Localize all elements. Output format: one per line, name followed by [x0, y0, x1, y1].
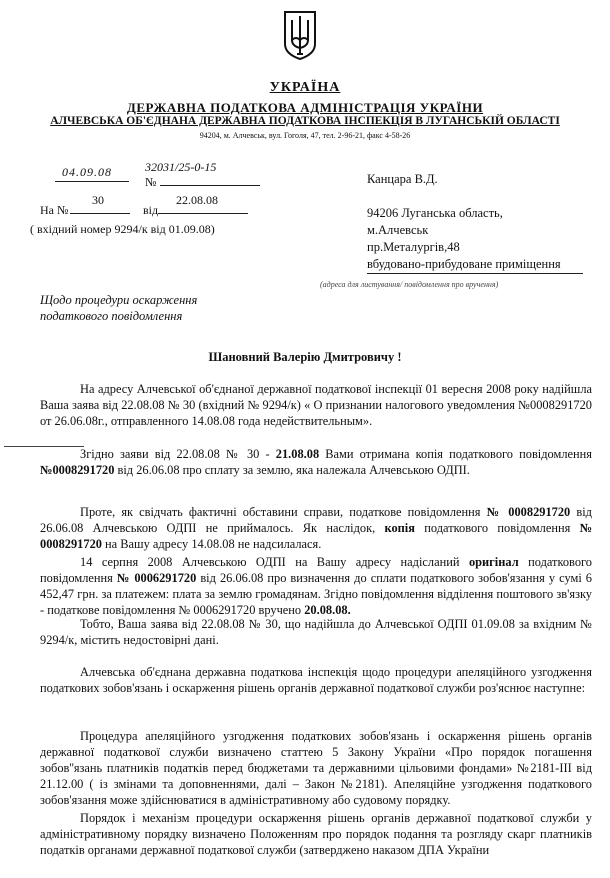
- paragraph-1: На адресу Алчевської об'єднаної державної податкової інспекції 01 вересня 2008 року надійшла Ваша заява від 22.08.08 № 30 (вхідний № 9294/к) « О признании налогового уведомления №0008291720 от 26.06.08г., отправленного 14.08.08 года недействительным».: [40, 382, 592, 429]
- paragraph-8: Порядок і механізм процедури оскарження рішень органів державної податкової служби у адміністративному порядку визначено Положенням про порядок подання та розгляду скарг платників податків органами державної податкової служби (затверджено наказом ДПА України: [40, 811, 592, 858]
- paragraph-5: Тобто, Ваша заява від 22.08.08 № 30, що надійшла до Алчевської ОДПІ 01.09.08 за вхідним № 9294/к, містить недостовірні дані.: [40, 617, 592, 648]
- recipient-line1: 94206 Луганська область,: [367, 206, 503, 220]
- subject-line2: податкового повідомлення: [40, 309, 183, 323]
- country-heading: УКРАЇНА: [269, 80, 341, 95]
- inspection-heading: АЛЧЕВСЬКА ОБ'ЄДНАНА ДЕРЖАВНА ПОДАТКОВА ІНСПЕКЦІЯ В ЛУГАНСЬКІЙ ОБЛАСТІ: [50, 115, 560, 127]
- paragraph-3: Проте, як свідчать фактичні обставини справи, податкове повідомлення № 0008291720 від 26.06.08 Алчевською ОДПІ не приймалось. Як наслідок, копія податкового повідомлення № 0008291720 на Вашу адресу 14.08.08 не надсилалася.: [40, 505, 593, 552]
- paragraph-2: Згідно заяви від 22.08.08 № 30 - 21.08.08 Вами отримана копія податкового повідомлення №0008291720 від 26.06.08 про сплату за землю, яка належала Алчевською ОДПІ.: [40, 447, 592, 478]
- paragraph-4: 14 серпня 2008 Алчевською ОДПІ на Вашу адресу надісланий оригінал податкового повідомлення № 0006291720 від 26.06.08 про визначення до сплати податкового зобов'язання у сумі 6 452,47 грн. за платежем: плата за землю громадянам. Згідно повідомлення відділення поштового зв'язку - податкове повідомлення № 0006291720 вручено 20.08.08.: [40, 555, 592, 618]
- subject-line1: Щодо процедури оскарження: [40, 293, 198, 307]
- paragraph-7: Процедура апеляційного узгодження податкових зобов'язань і оскарження рішень органів державної податкової служби визначено статтею 5 Закону України «Про порядок погашення зобов''язань платників податків перед бюджетами та державними цільовими фондами» №2181-ІІІ від 21.12.00 ( із змінами та доповненнями, далі – Закон №2181). Апеляційне узгодження податкового зобов'язання може здійснюватися в адміністративному або судовому порядку.: [40, 729, 592, 808]
- incoming-number: ( вхідний номер 9294/к від 01.09.08): [30, 222, 215, 236]
- recipient-line2: м.Алчевськ: [367, 223, 429, 237]
- address-line: 94204, м. Алчевськ, вул. Гоголя, 47, тел. 2-96-21, факс 4-58-26: [199, 131, 411, 140]
- number-label: №: [145, 175, 157, 189]
- ref-from-label: від: [143, 203, 159, 217]
- ref-date: 22.08.08: [176, 193, 218, 207]
- salutation: Шановний Валерію Дмитровичу !: [208, 350, 402, 364]
- agency-heading: ДЕРЖАВНА ПОДАТКОВА АДМІНІСТРАЦІЯ УКРАЇНИ: [126, 100, 484, 115]
- recipient-name: Канцара В.Д.: [367, 172, 438, 186]
- ref-number: 30: [92, 193, 104, 207]
- recipient-line3: пр.Металургів,48: [367, 240, 460, 254]
- outgoing-number: 32031/25-0-15: [145, 160, 217, 174]
- outgoing-date: 04.09.08: [62, 165, 112, 179]
- paragraph-6: Алчевська об'єднана державна податкова інспекція щодо процедури апеляційного узгодження податкових зобов'язань і оскарження рішень органів державної податкової служби роз'яснює наступне:: [40, 665, 592, 696]
- ref-label: На №: [40, 203, 69, 217]
- recipient-note: (адреса для листування/ повідомлення про вручення): [320, 280, 499, 289]
- trident-emblem-icon: [283, 10, 317, 60]
- recipient-line4: вбудовано-прибудоване приміщення: [367, 257, 561, 271]
